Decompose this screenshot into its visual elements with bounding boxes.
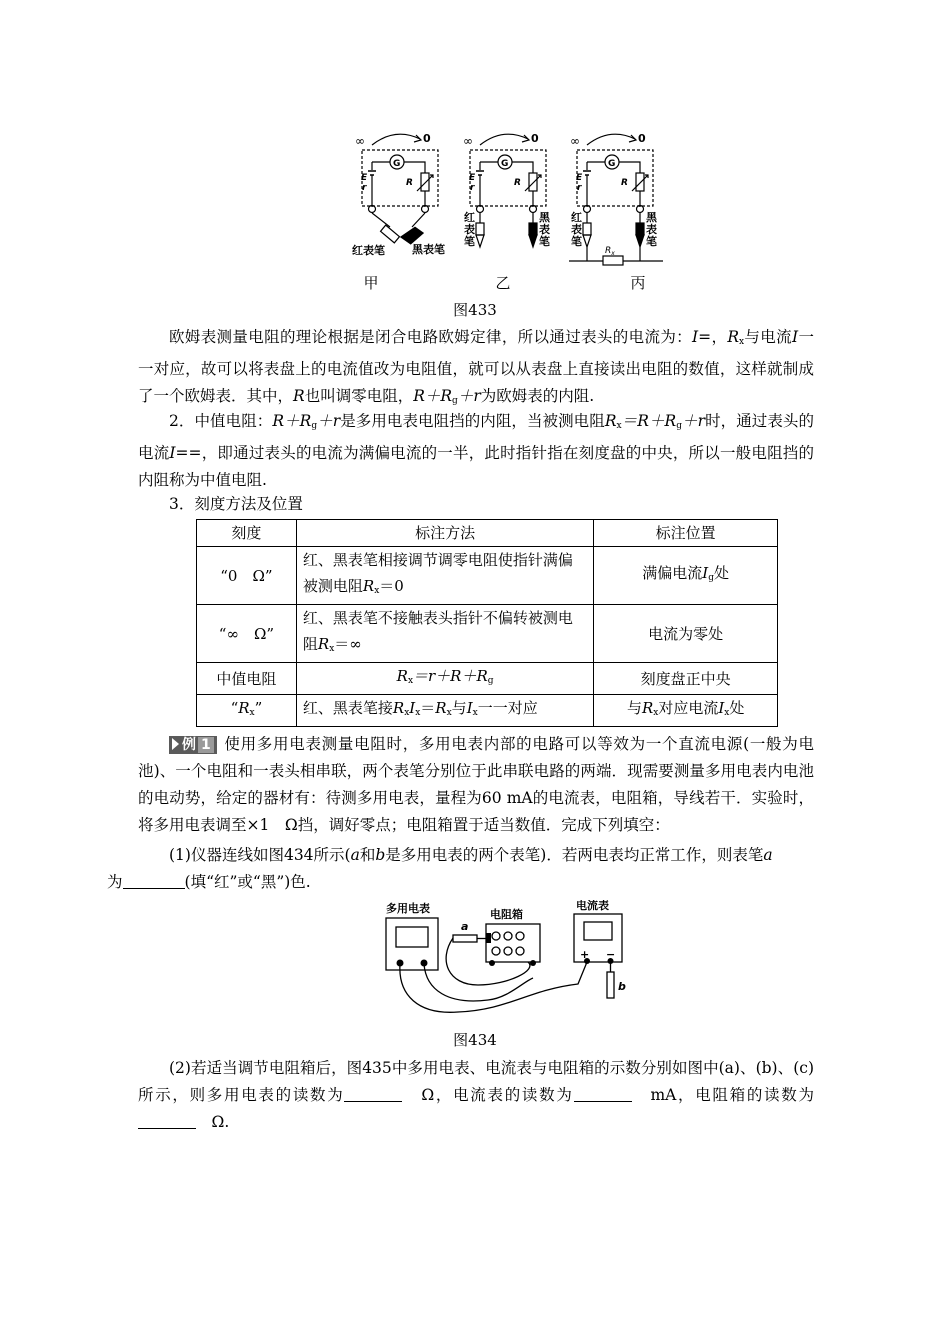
question-1: (1)仪器连线如图434所示(a和b是多用电表的两个表笔)．若两电表均正常工作，则表笔a 为 (填“红”或“黑”)色.: [107, 846, 773, 891]
table-cell: 红、黑表笔相接调节调零电阻使指针满偏被测电阻$R_x=0$: [296, 547, 593, 605]
question-2: (2)若适当调节电阻箱后，图435中多用电表、电流表与电阻箱的示数分别如图中(a)、(b)、(c)所示，则多用电表的读数为 Ω，电流表的读数为 mA，电阻箱的读数为 Ω.: [138, 1059, 814, 1131]
resistor-label: R: [514, 178, 521, 188]
black-probe-label: 黑表笔: [412, 243, 445, 256]
probe-a: [453, 935, 477, 942]
svg-text:表: 表: [646, 223, 657, 236]
table-cell: 中值电阻: [197, 663, 297, 695]
black-probe-vertical-label: [539, 210, 551, 248]
table-cell: “$R_x$”: [197, 695, 297, 727]
table-cell: 满偏电流$I_g$处: [594, 547, 778, 605]
circuit-panel-jia: [362, 134, 438, 246]
panel-label-yi: 乙: [495, 274, 511, 292]
svg-text:笔: 笔: [464, 235, 475, 248]
probe-b: [607, 972, 614, 998]
answer-blank-2[interactable]: [344, 1087, 402, 1102]
svg-text:表: 表: [464, 223, 475, 236]
paragraph-scale-heading: 3．刻度方法及位置: [169, 495, 303, 513]
paragraph-ohmmeter-principle: 欧姆表测量电阻的理论根据是闭合电路欧姆定律，所以通过表头的电流为：I=，$R_x$与电流I一一对应，故可以将表盘上的电流值改为电阻值，就可以从表盘上直接读出电阻的数值，这样就制成了一个欧姆表．其中，R也叫调零电阻，$R+R_g+r$为欧姆表的内阻.: [138, 328, 814, 406]
table-header-row: [197, 520, 778, 547]
multimeter-screen: [396, 927, 428, 947]
infinity-symbol: ∞: [570, 134, 580, 148]
table-row: [197, 663, 778, 695]
example-1-paragraph: 例 1 使用多用电表测量电阻时，多用电表内部的电路可以等效为一个直流电源(一般为电池)、一个电阻和一表头相串联，两个表笔分别位于此串联电路的两端．现需要测量多用电表内电池的电动势，给定的器材有：待测多用电表，量程为60 mA的电流表，电阻箱，导线若干．实验时，将多用电表调至×1 Ω挡，调好零点；电阻箱置于适当数值．完成下列填空：: [138, 735, 814, 834]
table-header: 标注位置: [594, 520, 778, 547]
figure-433-caption: 图433: [453, 301, 497, 319]
probe-a-label: a: [461, 920, 469, 933]
multimeter-body: [386, 918, 438, 970]
svg-text:黑: 黑: [646, 211, 657, 224]
ammeter-label: 电流表: [576, 900, 609, 912]
table-cell: 刻度盘正中央: [594, 663, 778, 695]
svg-text:红: 红: [571, 211, 582, 224]
svg-text:表: 表: [539, 223, 550, 236]
svg-text:表: 表: [571, 223, 582, 236]
internal-r-label: r: [362, 183, 367, 193]
table-cell: “0 Ω”: [197, 547, 297, 605]
internal-r-label: r: [470, 183, 475, 193]
resistance-box-body: [486, 924, 540, 962]
answer-blank-4[interactable]: [138, 1114, 196, 1129]
emf-label: E: [469, 173, 476, 183]
table-cell: 红、黑表笔接$R_xI_x=R_x$与$I_x$一一对应: [296, 695, 593, 727]
figure-434-caption: 图434: [453, 1031, 497, 1049]
svg-text:红: 红: [464, 211, 475, 224]
table-header: 刻度: [197, 520, 297, 547]
emf-label: E: [576, 173, 583, 183]
table-cell: 红、黑表笔不接触表头指针不偏转被测电阻$R_x=\infty$: [296, 605, 593, 663]
rx-label: $R_x$: [605, 246, 615, 257]
table-row: [197, 547, 778, 605]
table-row: [197, 605, 778, 663]
zero-label: 0: [638, 132, 646, 145]
red-probe-label: 红表笔: [352, 244, 385, 257]
table-cell: 与$R_x$对应电流$I_x$处: [594, 695, 778, 727]
resistor-label: R: [621, 178, 628, 188]
red-probe-vertical-label: [464, 210, 475, 248]
plus-terminal-label: +: [580, 948, 590, 961]
scale-table: [196, 519, 778, 727]
figure-434: [378, 900, 658, 1025]
multimeter-label: 多用电表: [386, 902, 430, 915]
table-cell: “∞ Ω”: [197, 605, 297, 663]
svg-text:黑: 黑: [539, 211, 550, 224]
table-cell: 电流为零处: [594, 605, 778, 663]
probe-b-label: b: [618, 980, 626, 993]
circuit-panel-yi: [470, 134, 546, 247]
galvanometer-label: G: [608, 159, 616, 169]
table-cell: $R_x=r+R+R_g$: [296, 663, 593, 695]
galvanometer-label: G: [501, 159, 509, 169]
table-header: 标注方法: [296, 520, 593, 547]
resistor-label: R: [406, 178, 413, 188]
table-row: [197, 695, 778, 727]
figure-433: [350, 125, 670, 295]
svg-text:笔: 笔: [571, 235, 582, 248]
svg-text:笔: 笔: [539, 235, 550, 248]
answer-blank-3[interactable]: [574, 1087, 632, 1102]
zero-label: 0: [423, 132, 431, 145]
minus-terminal-label: −: [606, 948, 616, 961]
black-probe-vertical-label: [646, 210, 658, 248]
internal-r-label: r: [577, 183, 582, 193]
galvanometer-label: G: [393, 159, 401, 169]
panel-label-bing: 丙: [630, 274, 646, 292]
infinity-symbol: ∞: [355, 134, 365, 148]
emf-label: E: [361, 173, 368, 183]
resistance-box-label: 电阻箱: [490, 908, 523, 921]
panel-label-jia: 甲: [363, 274, 379, 292]
zero-label: 0: [531, 132, 539, 145]
red-probe-vertical-label: [571, 210, 582, 248]
paragraph-mid-resistance: 2．中值电阻：$R+R_g+r$是多用电表电阻挡的内阻，当被测电阻$R_x=R+R_g+r$时，通过表头的电流I==，即通过表头的电流为满偏电流的一半，此时指针指在刻度盘的中央，所以一般电阻挡的内阻称为中值电阻.: [138, 412, 814, 489]
infinity-symbol: ∞: [463, 134, 473, 148]
example-badge: 例 1: [169, 736, 217, 754]
ammeter-screen: [584, 922, 612, 940]
answer-blank-1[interactable]: [123, 874, 185, 889]
svg-text:笔: 笔: [646, 235, 657, 248]
